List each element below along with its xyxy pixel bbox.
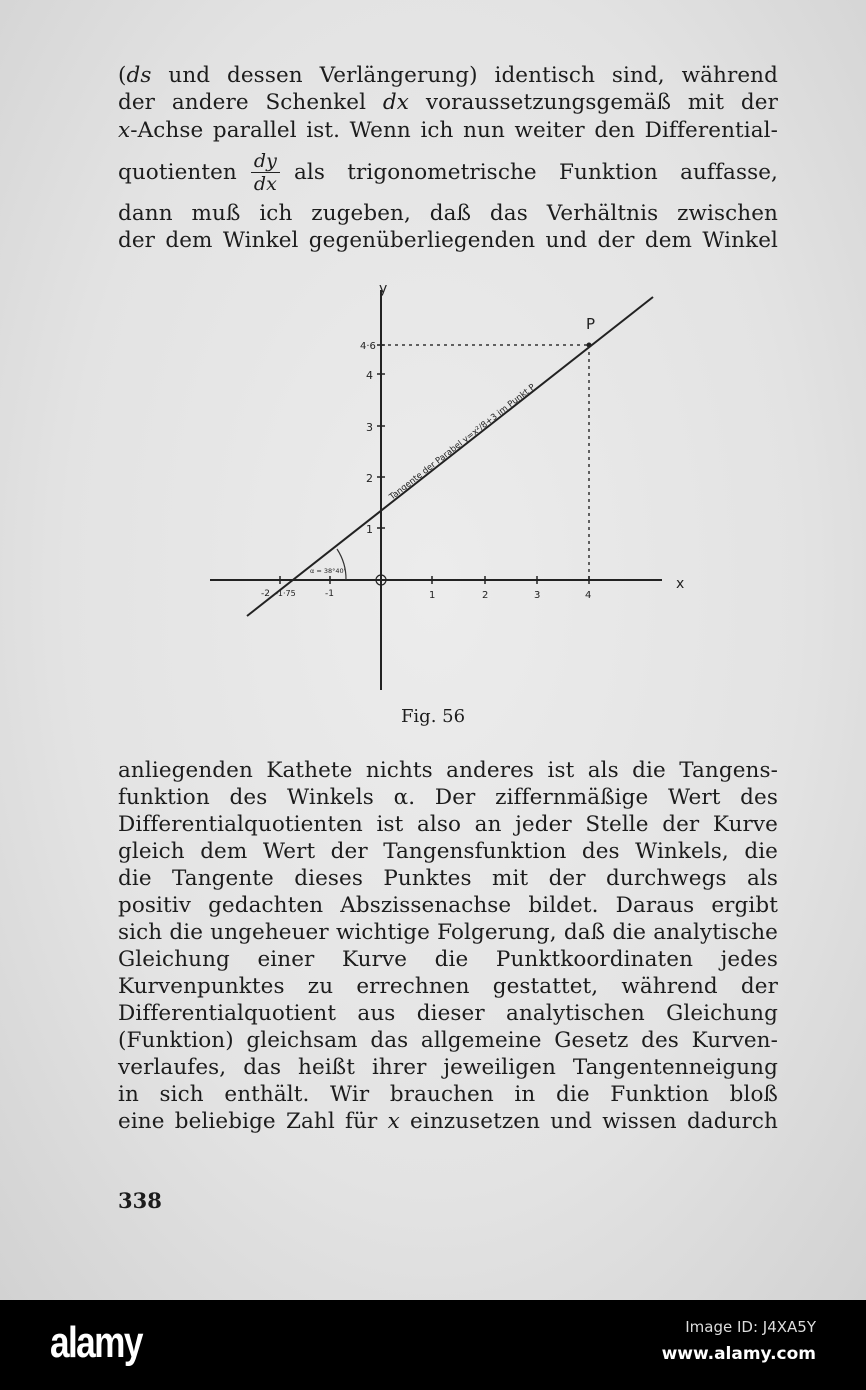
text: und dessen Verlängerung) identisch sind, während [151, 63, 778, 88]
y-tick-label: 2 [366, 472, 373, 485]
text-line: verlaufes, das heißt ihrer jeweiligen Tangentenneigung [118, 1055, 778, 1080]
angle-arc [337, 549, 346, 580]
text-line: Differentialquotienten ist also an jeder Stelle der Kurve [118, 812, 778, 837]
y-tick-label: 3 [366, 421, 373, 434]
y-tick-label: 4·6 [360, 341, 376, 352]
y-tick-label: 1 [366, 523, 373, 536]
math-x: x [118, 118, 131, 143]
text: eine beliebige Zahl für [118, 1109, 388, 1134]
text-line: (Funktion) gleichsam das allgemeine Gesetz des Kurven- [118, 1028, 778, 1053]
point-p-label: P [586, 315, 596, 333]
x-tick-label: 4 [585, 590, 592, 601]
x-tick-label: -1·75 [275, 589, 296, 598]
watermark-footer [0, 1300, 866, 1390]
text: voraussetzungsgemäß mit der [409, 90, 778, 115]
x-tick-label: 3 [534, 590, 541, 601]
text-line: die Tangente dieses Punktes mit der durchwegs als [118, 866, 778, 891]
y-axis-label: y [379, 281, 388, 297]
text-line: Kurvenpunktes zu errechnen gestattet, während der [118, 974, 778, 999]
figure-caption: Fig. 56 [400, 706, 466, 727]
denominator: dx [253, 172, 277, 195]
x-tick-label: -1 [325, 589, 334, 599]
text: -Achse parallel ist. Wenn ich nun weiter den Differential- [130, 118, 778, 143]
text: der andere Schenkel [118, 90, 383, 115]
text: als trigonometrische Funktion auffasse, [293, 159, 778, 185]
y-tick-label: 4 [366, 369, 373, 382]
text-line: funktion des Winkels α. Der ziffernmäßige Wert des [118, 785, 778, 810]
x-tick-label: 2 [482, 590, 489, 601]
angle-label: α = 38°40' [310, 567, 346, 575]
text-line: gleich dem Wert der Tangensfunktion des Winkels, die [118, 839, 778, 864]
text-line: sich die ungeheuer wichtige Folgerung, daß die analytische [118, 920, 778, 945]
text: einzusetzen und wissen dadurch [399, 1109, 778, 1134]
text-line: dann muß ich zugeben, daß das Verhältnis zwischen [118, 201, 778, 226]
text-line [118, 1108, 778, 1135]
footer-url: www.alamy.com [661, 1344, 816, 1364]
text-line: anliegenden Kathete nichts anderes ist als die Tangens- [118, 758, 778, 783]
x-tick-label: -2 [261, 589, 270, 599]
alamy-logo: alamy [50, 1318, 142, 1367]
tangent-line-label: Tangente der Parabel y=x²/8+3 im Punkt P [387, 382, 538, 503]
math-ds: ds [126, 63, 152, 88]
text-line: in sich enthält. Wir brauchen in die Funktion bloß [118, 1082, 778, 1107]
x-tick-label: 1 [429, 590, 436, 601]
image-id: Image ID: J4XA5Y [685, 1318, 816, 1336]
text: quotienten [118, 159, 237, 185]
math-x: x [387, 1109, 400, 1134]
x-axis-label: x [676, 576, 685, 592]
page-number: 338 [118, 1188, 162, 1213]
point-p [587, 343, 592, 348]
text-line: der dem Winkel gegenüberliegenden und der dem Winkel [118, 228, 778, 253]
text-line: Differentialquotient aus dieser analytischen Gleichung [118, 1001, 778, 1026]
text: ( [118, 63, 127, 88]
math-dx: dx [382, 90, 410, 115]
text-line: Gleichung einer Kurve die Punktkoordinaten jedes [118, 947, 778, 972]
numerator: dy [251, 150, 280, 173]
text-line: positiv gedachten Abszissenachse bildet. Daraus ergibt [118, 893, 778, 918]
